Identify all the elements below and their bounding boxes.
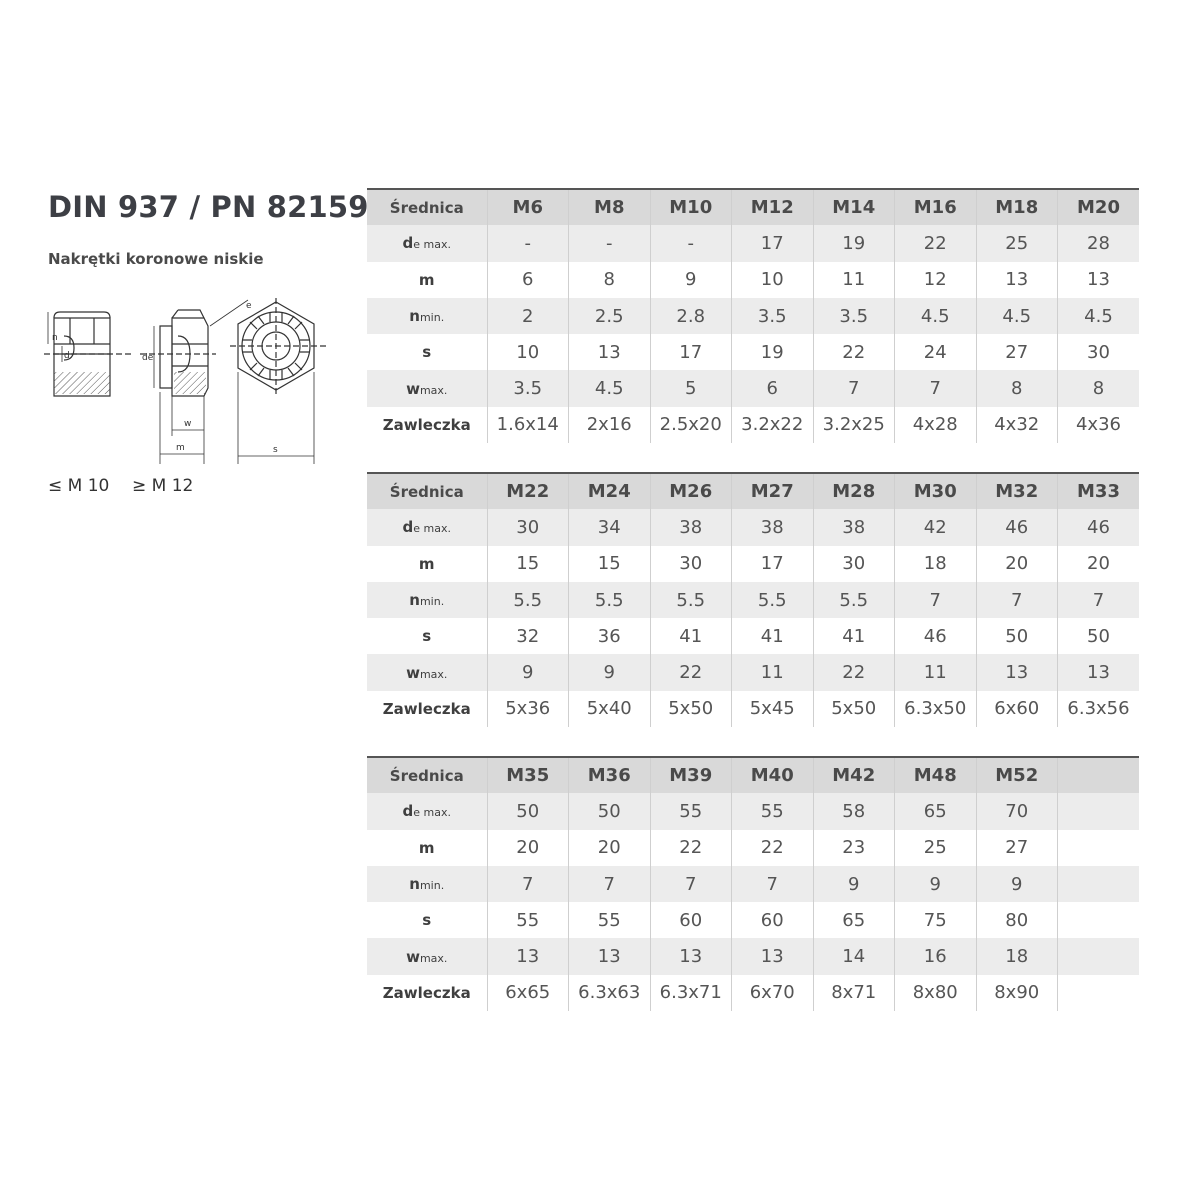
table-row <box>367 334 1139 370</box>
row-label-m: m <box>367 830 487 866</box>
size-header-cell: M12 <box>732 189 814 225</box>
row-label-w: wmax. <box>367 370 487 406</box>
value-cell-w: 14 <box>813 938 895 974</box>
value-cell-s: 46 <box>895 618 977 654</box>
row-label-m: m <box>367 262 487 298</box>
value-cell-s: 60 <box>732 902 814 938</box>
value-cell-w: 13 <box>1087 662 1110 684</box>
value-cell-s: 32 <box>487 618 569 654</box>
value-cell-n: 7 <box>976 582 1058 618</box>
value-cell-de: 70 <box>976 793 1058 829</box>
value-cell-w: 8 <box>976 370 1058 406</box>
value-cell-m: 15 <box>487 546 569 582</box>
value-cell-m: 11 <box>813 262 895 298</box>
size-header-cell: M26 <box>650 473 732 509</box>
table-row <box>367 582 1139 618</box>
value-cell-de: 65 <box>895 793 977 829</box>
value-cell-de: 50 <box>487 793 569 829</box>
dimension-table-2 <box>367 472 1139 727</box>
value-cell-s: 27 <box>976 334 1058 370</box>
value-cell-w: 7 <box>895 370 977 406</box>
value-cell-pin: 8x80 <box>895 975 977 1011</box>
size-range-small: ≤ M 10 <box>48 476 110 496</box>
size-header-cell: M48 <box>895 757 977 793</box>
value-cell-m <box>1058 830 1140 866</box>
size-header-cell: M14 <box>813 189 895 225</box>
header-label: Średnica <box>367 473 487 509</box>
value-cell-m: 17 <box>732 546 814 582</box>
nut-top-view <box>210 298 326 464</box>
value-cell-w: 6 <box>732 370 814 406</box>
value-cell-n: 3.5 <box>813 298 895 334</box>
value-cell-w: 11 <box>732 654 814 690</box>
value-cell-m: 20 <box>487 830 569 866</box>
value-cell-s: 55 <box>569 902 651 938</box>
value-cell-w: 18 <box>976 938 1058 974</box>
size-header-cell: M10 <box>650 189 732 225</box>
value-cell-pin: 6.3x50 <box>895 691 977 727</box>
value-cell-m: 6 <box>487 262 569 298</box>
value-cell-s: 50 <box>976 618 1058 654</box>
table-row <box>367 509 1139 545</box>
value-cell-s: 41 <box>650 618 732 654</box>
value-cell-n: 7 <box>895 582 977 618</box>
value-cell-m: 20 <box>1087 553 1110 575</box>
value-cell-pin: 1.6x14 <box>487 407 569 443</box>
value-cell-de: 30 <box>487 509 569 545</box>
value-cell-n: 3.5 <box>732 298 814 334</box>
value-cell-m: 12 <box>895 262 977 298</box>
value-cell-w: 7 <box>813 370 895 406</box>
value-cell-pin: 5x50 <box>813 691 895 727</box>
size-range-large: ≥ M 12 <box>132 476 194 496</box>
value-cell-s: 41 <box>813 618 895 654</box>
size-header-cell: M6 <box>487 189 569 225</box>
value-cell-m: 15 <box>569 546 651 582</box>
value-cell-pin: 6.3x56 <box>1067 698 1130 720</box>
value-cell-de: - <box>650 225 732 261</box>
value-cell-de: 28 <box>1087 232 1110 254</box>
value-cell-de: 50 <box>569 793 651 829</box>
large-nut-dimension-labels <box>142 353 191 453</box>
value-cell-de: 38 <box>732 509 814 545</box>
value-cell-w: 9 <box>487 654 569 690</box>
value-cell-pin: 5x45 <box>732 691 814 727</box>
size-header-cell: M16 <box>895 189 977 225</box>
label-s: s <box>273 445 278 455</box>
value-cell-de: 34 <box>569 509 651 545</box>
dimension-table-1 <box>367 188 1139 443</box>
value-cell-de: 46 <box>1087 516 1110 538</box>
size-header-cell: M35 <box>487 757 569 793</box>
table-row <box>367 902 1139 938</box>
value-cell-n: 7 <box>569 866 651 902</box>
size-header-cell: M33 <box>1077 481 1120 503</box>
value-cell-m: 8 <box>569 262 651 298</box>
small-nut-dimension-labels <box>52 333 70 361</box>
value-cell-n: 7 <box>487 866 569 902</box>
value-cell-s <box>1058 902 1140 938</box>
size-header-cell: M30 <box>895 473 977 509</box>
value-cell-m: 20 <box>976 546 1058 582</box>
table-row <box>367 654 1139 690</box>
value-cell-m: 27 <box>976 830 1058 866</box>
row-label-w: wmax. <box>367 654 487 690</box>
size-header-cell: M27 <box>732 473 814 509</box>
value-cell-w: 5 <box>650 370 732 406</box>
value-cell-de: 58 <box>813 793 895 829</box>
top-view-dimension-labels <box>246 301 278 455</box>
value-cell-m: 25 <box>895 830 977 866</box>
value-cell-w: 22 <box>813 654 895 690</box>
row-label-pin: Zawleczka <box>367 691 487 727</box>
size-header-cell: M40 <box>732 757 814 793</box>
row-label-n: nmin. <box>367 582 487 618</box>
value-cell-n: 5.5 <box>813 582 895 618</box>
value-cell-w: 13 <box>732 938 814 974</box>
table-row <box>367 793 1139 829</box>
value-cell-n: 5.5 <box>650 582 732 618</box>
value-cell-m: 18 <box>895 546 977 582</box>
value-cell-de: 19 <box>813 225 895 261</box>
row-label-n: nmin. <box>367 298 487 334</box>
value-cell-de: 38 <box>650 509 732 545</box>
value-cell-n: 5.5 <box>569 582 651 618</box>
table-row <box>367 938 1139 974</box>
value-cell-n: 7 <box>732 866 814 902</box>
value-cell-s: 13 <box>569 334 651 370</box>
value-cell-m: 23 <box>813 830 895 866</box>
value-cell-pin: 2.5x20 <box>650 407 732 443</box>
size-header-cell: M52 <box>976 757 1058 793</box>
value-cell-w: 13 <box>976 654 1058 690</box>
table-header-row <box>367 757 1139 793</box>
table-row <box>367 975 1139 1011</box>
size-header-cell <box>1058 757 1140 793</box>
row-label-de: de max. <box>367 225 487 261</box>
value-cell-pin: 3.2x22 <box>732 407 814 443</box>
row-label-de: de max. <box>367 793 487 829</box>
value-cell-de: 22 <box>895 225 977 261</box>
value-cell-m: 13 <box>1087 269 1110 291</box>
table-row <box>367 370 1139 406</box>
size-header-cell: M8 <box>569 189 651 225</box>
value-cell-s: 50 <box>1087 625 1110 647</box>
value-cell-de: 25 <box>976 225 1058 261</box>
value-cell-w: 4.5 <box>569 370 651 406</box>
size-header-cell: M22 <box>487 473 569 509</box>
value-cell-n: 7 <box>1092 589 1105 611</box>
value-cell-s: 22 <box>813 334 895 370</box>
value-cell-s: 75 <box>895 902 977 938</box>
header-label: Średnica <box>367 757 487 793</box>
castle-nut-technical-drawing <box>40 296 330 468</box>
value-cell-de: 17 <box>732 225 814 261</box>
row-label-n: nmin. <box>367 866 487 902</box>
value-cell-pin: 8x90 <box>976 975 1058 1011</box>
value-cell-m: 30 <box>813 546 895 582</box>
size-header-cell: M42 <box>813 757 895 793</box>
page-subtitle: Nakrętki koronowe niskie <box>48 250 264 268</box>
page-title: DIN 937 / PN 82159 <box>48 190 369 224</box>
size-header-cell: M20 <box>1077 197 1120 219</box>
row-label-pin: Zawleczka <box>367 407 487 443</box>
value-cell-s: 36 <box>569 618 651 654</box>
table-header-row <box>367 473 1139 509</box>
value-cell-de <box>1058 793 1140 829</box>
value-cell-w: 9 <box>569 654 651 690</box>
value-cell-s: 24 <box>895 334 977 370</box>
table-row <box>367 407 1139 443</box>
row-label-s: s <box>367 334 487 370</box>
value-cell-pin: 2x16 <box>569 407 651 443</box>
value-cell-w: 13 <box>569 938 651 974</box>
value-cell-s: 30 <box>1087 341 1110 363</box>
value-cell-w: 16 <box>895 938 977 974</box>
value-cell-s: 41 <box>732 618 814 654</box>
value-cell-de: 55 <box>732 793 814 829</box>
size-header-cell: M36 <box>569 757 651 793</box>
value-cell-n: 5.5 <box>732 582 814 618</box>
row-label-w: wmax. <box>367 938 487 974</box>
value-cell-pin: 5x36 <box>487 691 569 727</box>
table-row <box>367 866 1139 902</box>
row-label-pin: Zawleczka <box>367 975 487 1011</box>
table-header-row <box>367 189 1139 225</box>
value-cell-pin: 5x50 <box>650 691 732 727</box>
value-cell-s: 55 <box>487 902 569 938</box>
value-cell-de: 55 <box>650 793 732 829</box>
value-cell-de: - <box>487 225 569 261</box>
row-label-m: m <box>367 546 487 582</box>
value-cell-w: 11 <box>895 654 977 690</box>
value-cell-pin <box>1058 975 1140 1011</box>
value-cell-n: 9 <box>895 866 977 902</box>
table-row <box>367 830 1139 866</box>
value-cell-m: 9 <box>650 262 732 298</box>
table-row <box>367 262 1139 298</box>
value-cell-n: 2 <box>487 298 569 334</box>
value-cell-n: 5.5 <box>487 582 569 618</box>
value-cell-pin: 6x70 <box>732 975 814 1011</box>
label-d: d <box>64 351 70 361</box>
value-cell-w: 8 <box>1092 378 1105 400</box>
value-cell-de: - <box>569 225 651 261</box>
dimension-table-3 <box>367 756 1139 1011</box>
size-header-cell: M18 <box>976 189 1058 225</box>
value-cell-pin: 3.2x25 <box>813 407 895 443</box>
value-cell-pin: 5x40 <box>569 691 651 727</box>
label-de: de <box>142 353 154 363</box>
table-row <box>367 298 1139 334</box>
size-header-cell: M24 <box>569 473 651 509</box>
value-cell-n: 2.5 <box>569 298 651 334</box>
table-row <box>367 618 1139 654</box>
value-cell-pin: 6.3x71 <box>650 975 732 1011</box>
label-n: n <box>52 333 58 343</box>
value-cell-n: 9 <box>976 866 1058 902</box>
size-header-cell: M39 <box>650 757 732 793</box>
value-cell-pin: 6.3x63 <box>569 975 651 1011</box>
value-cell-m: 30 <box>650 546 732 582</box>
value-cell-n: 9 <box>813 866 895 902</box>
value-cell-w <box>1058 938 1140 974</box>
value-cell-pin: 6x65 <box>487 975 569 1011</box>
value-cell-s: 19 <box>732 334 814 370</box>
label-m: m <box>176 443 185 453</box>
table-row <box>367 546 1139 582</box>
row-label-de: de max. <box>367 509 487 545</box>
value-cell-de: 46 <box>976 509 1058 545</box>
value-cell-m: 20 <box>569 830 651 866</box>
table-row <box>367 225 1139 261</box>
value-cell-n: 4.5 <box>895 298 977 334</box>
label-e: e <box>246 301 252 311</box>
small-nut-section-view <box>44 312 132 396</box>
value-cell-de: 38 <box>813 509 895 545</box>
header-label: Średnica <box>367 189 487 225</box>
value-cell-w: 13 <box>487 938 569 974</box>
value-cell-s: 80 <box>976 902 1058 938</box>
row-label-s: s <box>367 618 487 654</box>
value-cell-pin: 6x60 <box>976 691 1058 727</box>
value-cell-pin: 4x36 <box>1075 414 1121 436</box>
label-w: w <box>184 419 192 429</box>
value-cell-m: 22 <box>732 830 814 866</box>
value-cell-m: 13 <box>976 262 1058 298</box>
value-cell-pin: 4x28 <box>895 407 977 443</box>
size-header-cell: M32 <box>976 473 1058 509</box>
size-header-cell: M28 <box>813 473 895 509</box>
value-cell-n: 4.5 <box>1084 305 1113 327</box>
value-cell-w: 22 <box>650 654 732 690</box>
value-cell-n: 7 <box>650 866 732 902</box>
large-nut-side-view <box>140 310 216 464</box>
value-cell-s: 17 <box>650 334 732 370</box>
value-cell-de: 42 <box>895 509 977 545</box>
value-cell-m: 22 <box>650 830 732 866</box>
table-row <box>367 691 1139 727</box>
value-cell-n: 4.5 <box>976 298 1058 334</box>
value-cell-s: 65 <box>813 902 895 938</box>
value-cell-pin: 8x71 <box>813 975 895 1011</box>
value-cell-s: 10 <box>487 334 569 370</box>
row-label-s: s <box>367 902 487 938</box>
value-cell-pin: 4x32 <box>976 407 1058 443</box>
value-cell-s: 60 <box>650 902 732 938</box>
value-cell-n: 2.8 <box>650 298 732 334</box>
value-cell-n <box>1058 866 1140 902</box>
value-cell-w: 13 <box>650 938 732 974</box>
value-cell-w: 3.5 <box>487 370 569 406</box>
value-cell-m: 10 <box>732 262 814 298</box>
